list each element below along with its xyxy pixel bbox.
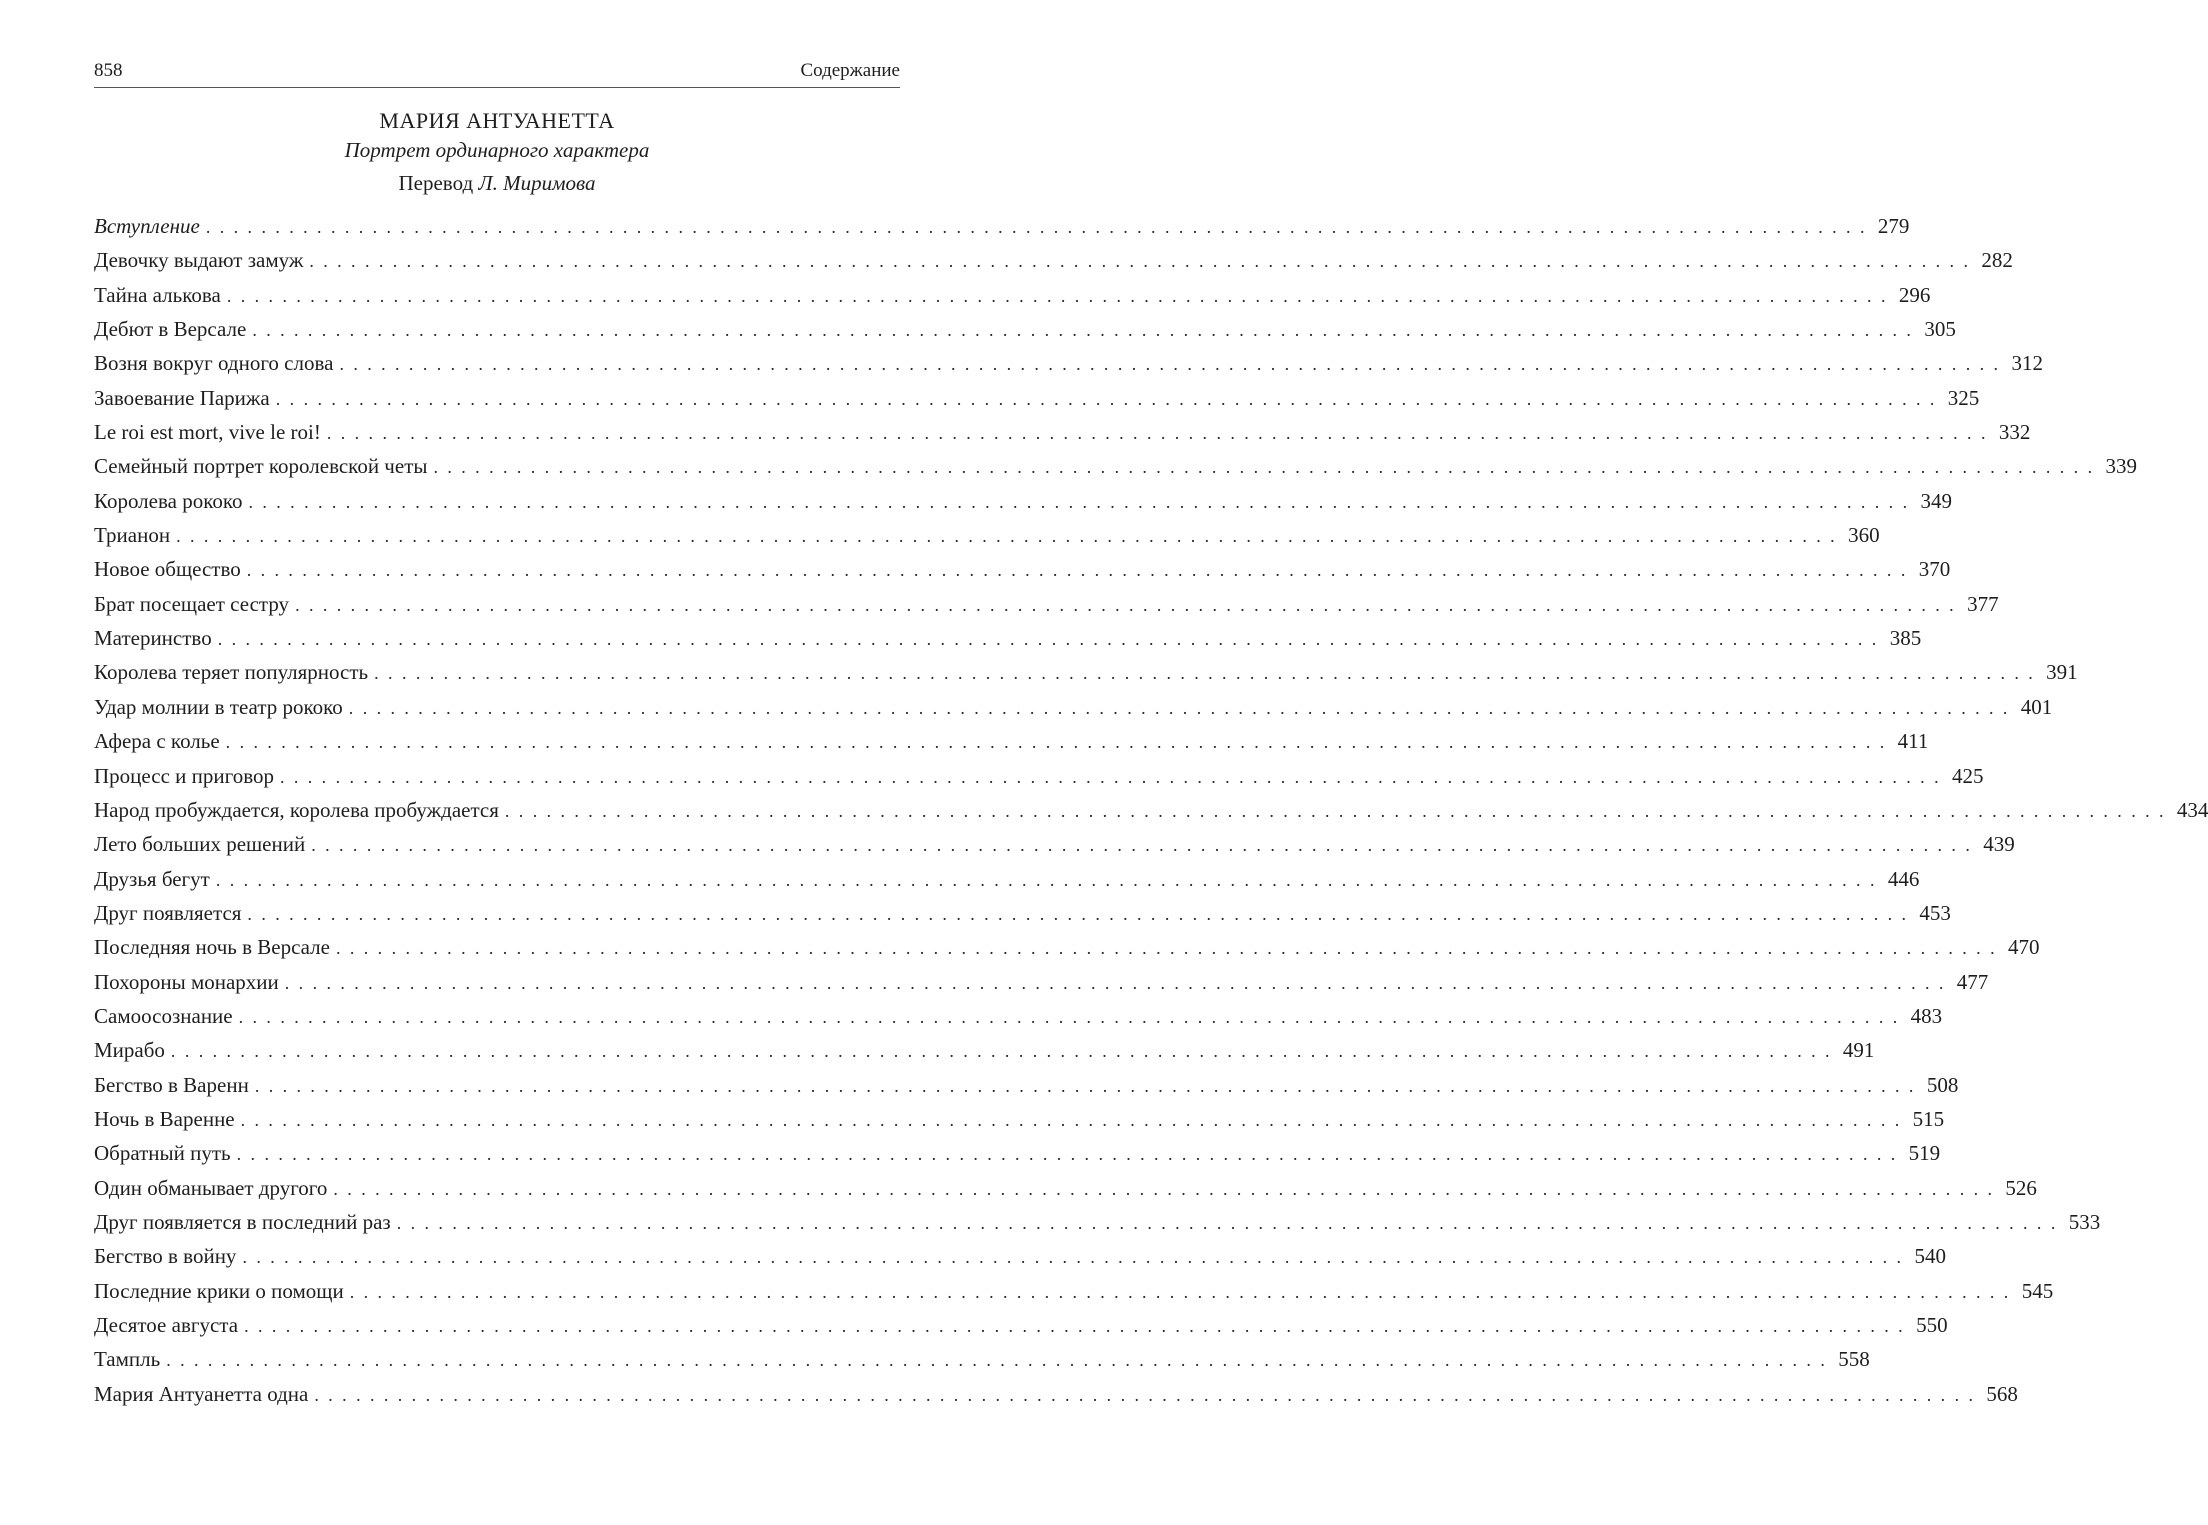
toc-entry <box>94 690 2053 724</box>
toc-entry-page: 540 <box>1914 1244 1946 1269</box>
dot-leader: ........................................................................................................................ <box>217 629 1886 650</box>
toc-entry <box>94 1239 1946 1273</box>
toc-entry <box>94 381 1980 415</box>
toc-entry-page: 332 <box>1998 420 2031 445</box>
toc-entry-title: Тайна алькова <box>94 282 221 307</box>
work-heading <box>94 106 900 200</box>
toc-entry-page: 558 <box>1838 1347 1870 1372</box>
dot-leader: ........................................................................................................................ <box>215 869 1884 890</box>
toc-entry <box>94 793 2208 827</box>
toc-entry <box>94 587 1999 621</box>
dot-leader: ........................................................................................................................ <box>311 835 1980 856</box>
toc-entry <box>94 655 2078 689</box>
dot-leader: ........................................................................................................................ <box>333 1178 2002 1199</box>
toc-entry-title: Девочку выдают замуж <box>94 248 304 273</box>
toc-entry-title: Материнство <box>94 626 212 651</box>
toc-entry-title: Мирабо <box>94 1038 165 1063</box>
toc-entry-page: 508 <box>1926 1072 1959 1097</box>
toc-entry-page: 477 <box>1956 969 1989 994</box>
toc-entry <box>94 1342 1870 1376</box>
toc-entry-title: Обратный путь <box>94 1141 231 1166</box>
toc-entry <box>94 621 1922 655</box>
toc-entry-title: Le roi est mort, vive le roi! <box>94 420 321 445</box>
toc-entry <box>94 862 1920 896</box>
book-title: МАРИЯ АНТУАНЕТТА <box>379 108 615 133</box>
dot-leader: ........................................................................................................................ <box>226 285 1895 306</box>
toc-entry <box>94 827 2015 861</box>
toc-entry-title: Ночь в Варенне <box>94 1106 235 1131</box>
toc-entry-title: Друзья бегут <box>94 866 210 891</box>
toc-entry-title: Афера с колье <box>94 729 220 754</box>
toc-entry-title: Тампль <box>94 1347 161 1372</box>
toc-entry-page: 377 <box>1967 591 1999 616</box>
dot-leader: ........................................................................................................................ <box>252 320 1921 341</box>
toc-entry-title: Похороны монархии <box>94 969 279 994</box>
toc-entry <box>94 965 1989 999</box>
toc-entry-page: 526 <box>2005 1175 2037 1200</box>
translation-prefix: Перевод <box>398 171 474 195</box>
toc-entry-title: Королева теряет популярность <box>94 660 369 685</box>
dot-leader: ........................................................................................................................ <box>238 1006 1907 1027</box>
dot-leader: ........................................................................................................................ <box>396 1212 2065 1233</box>
toc-entry <box>94 930 2040 964</box>
dot-leader: ........................................................................................................................ <box>170 1041 1839 1062</box>
toc-entry <box>94 1377 2018 1411</box>
toc-entry-page: 296 <box>1898 282 1931 307</box>
toc-entry-title: Королева рококо <box>94 488 243 513</box>
toc-entry-title: Самоосознание <box>94 1003 233 1028</box>
toc-entry-title: Народ пробуждается, королева пробуждается <box>94 797 499 822</box>
section-title: Содержание <box>800 60 900 81</box>
toc-entry-page: 305 <box>1924 317 1956 342</box>
toc-entry-page: 325 <box>1947 385 1980 410</box>
toc-entry-page: 349 <box>1920 488 1952 513</box>
dot-leader: ........................................................................................................................ <box>284 972 1953 993</box>
dot-leader: ........................................................................................................................ <box>246 560 1915 581</box>
page-number: 858 <box>94 60 123 81</box>
dot-leader: ........................................................................................................................ <box>275 388 1944 409</box>
dot-leader: ........................................................................................................................ <box>295 594 1964 615</box>
book-subtitle: Портрет ординарного характера <box>344 138 650 162</box>
toc-entry-title: Друг появляется <box>94 900 242 925</box>
toc-entry-page: 360 <box>1848 523 1880 548</box>
toc-entry-page: 470 <box>2007 935 2040 960</box>
toc-entry-title: Возня вокруг одного слова <box>94 351 334 376</box>
translation-credit <box>94 166 900 200</box>
toc-entry <box>94 896 1951 930</box>
toc-entry <box>94 1308 1948 1342</box>
toc-entry-title: Бегство в Варенн <box>94 1072 249 1097</box>
toc-entry-title: Бегство в войну <box>94 1244 237 1269</box>
toc-entry-page: 339 <box>2105 454 2137 479</box>
dot-leader: ........................................................................................................................ <box>326 423 1995 444</box>
toc-entry <box>94 999 1943 1033</box>
toc-entry-title: Завоевание Парижа <box>94 385 270 410</box>
toc-entry-page: 370 <box>1918 557 1951 582</box>
toc-entry-title: Последняя ночь в Версале <box>94 935 330 960</box>
toc-entry-title: Трианон <box>94 523 171 548</box>
toc-entry <box>94 1033 1875 1067</box>
toc-entry <box>94 1205 2101 1239</box>
toc-entry <box>94 552 1951 586</box>
toc-entry-title: Удар молнии в театр рококо <box>94 694 343 719</box>
toc-entry <box>94 484 1952 518</box>
toc-entry-page: 550 <box>1916 1313 1948 1337</box>
dot-leader: ........................................................................................................................ <box>248 491 1917 512</box>
dot-leader: ........................................................................................................................ <box>242 1247 1911 1268</box>
toc-entry-page: 434 <box>2176 797 2208 822</box>
toc-entry-title: Вступление <box>94 214 200 238</box>
toc-entry-page: 533 <box>2068 1209 2101 1234</box>
toc-entry-title: Мария Антуанетта одна <box>94 1381 309 1406</box>
toc-entry <box>94 243 2013 277</box>
dot-leader: ........................................................................................................................ <box>240 1109 1909 1130</box>
toc-entry-page: 312 <box>2011 351 2043 376</box>
toc-entry <box>94 449 2137 483</box>
dot-leader: ........................................................................................................................ <box>349 1281 2018 1302</box>
toc-entry-title: Лето больших решений <box>94 832 306 857</box>
toc-entry-title: Друг появляется в последний раз <box>94 1209 391 1234</box>
toc-entry <box>94 1102 1945 1136</box>
toc-entry <box>94 346 2043 380</box>
toc-entry-title: Последние крики о помощи <box>94 1278 344 1303</box>
translator-name: Л. Миримова <box>478 171 596 195</box>
running-head <box>94 58 900 88</box>
dot-leader: ........................................................................................................................ <box>236 1144 1905 1165</box>
toc-entry-page: 483 <box>1910 1003 1943 1028</box>
toc-entry-page: 425 <box>1951 763 1984 788</box>
toc-entry-title: Один обманывает другого <box>94 1175 328 1200</box>
toc-entry <box>94 1136 1941 1170</box>
dot-leader: ........................................................................................................................ <box>166 1350 1835 1371</box>
toc-entry-page: 453 <box>1919 900 1951 925</box>
toc-entry-title: Семейный портрет королевской четы <box>94 454 428 479</box>
header-rule <box>94 87 900 88</box>
toc-entry-page: 446 <box>1887 866 1920 891</box>
toc-entry-page: 515 <box>1912 1106 1945 1131</box>
toc-entry-page: 385 <box>1889 626 1922 651</box>
toc-entry-title: Брат посещает сестру <box>94 591 290 616</box>
toc-entry-page: 439 <box>1983 832 2015 857</box>
table-of-contents <box>94 209 2208 1411</box>
toc-entry <box>94 278 1931 312</box>
toc-entry <box>94 312 1956 346</box>
toc-entry-page: 545 <box>2021 1278 2054 1303</box>
toc-entry <box>94 1274 2054 1308</box>
dot-leader: ........................................................................................................................ <box>433 457 2102 478</box>
dot-leader: ........................................................................................................................ <box>314 1384 1983 1405</box>
dot-leader: ........................................................................................................................ <box>225 732 1894 753</box>
toc-entry-page: 411 <box>1897 729 1929 754</box>
toc-entry-page: 519 <box>1908 1141 1941 1166</box>
toc-entry-page: 282 <box>1981 248 2013 273</box>
toc-entry-title: Десятое августа <box>94 1313 239 1337</box>
dot-leader: ........................................................................................................................ <box>244 1316 1913 1336</box>
toc-entry <box>94 724 1929 758</box>
toc-entry <box>94 1068 1959 1102</box>
toc-entry-page: 568 <box>1986 1381 2018 1406</box>
dot-leader: ........................................................................................................................ <box>205 217 1874 237</box>
toc-entry <box>94 759 1984 793</box>
dot-leader: ........................................................................................................................ <box>504 800 2173 821</box>
dot-leader: ........................................................................................................................ <box>348 697 2017 718</box>
dot-leader: ........................................................................................................................ <box>339 354 2008 375</box>
toc-entry-page: 391 <box>2046 660 2078 685</box>
toc-entry-page: 491 <box>1842 1038 1875 1063</box>
toc-entry-title: Процесс и приговор <box>94 763 274 788</box>
dot-leader: ........................................................................................................................ <box>279 766 1948 787</box>
dot-leader: ........................................................................................................................ <box>309 251 1978 272</box>
toc-entry <box>94 1171 2037 1205</box>
toc-entry-title: Дебют в Версале <box>94 317 247 342</box>
toc-entry <box>94 415 2031 449</box>
toc-entry <box>94 209 1910 243</box>
toc-entry-page: 401 <box>2020 694 2053 719</box>
dot-leader: ........................................................................................................................ <box>335 938 2004 959</box>
dot-leader: ........................................................................................................................ <box>176 526 1845 547</box>
toc-entry <box>94 518 1880 552</box>
dot-leader: ........................................................................................................................ <box>254 1075 1923 1096</box>
dot-leader: ........................................................................................................................ <box>247 903 1916 924</box>
toc-entry-title: Новое общество <box>94 557 241 582</box>
toc-entry-page: 279 <box>1877 214 1910 238</box>
dot-leader: ........................................................................................................................ <box>374 663 2043 684</box>
